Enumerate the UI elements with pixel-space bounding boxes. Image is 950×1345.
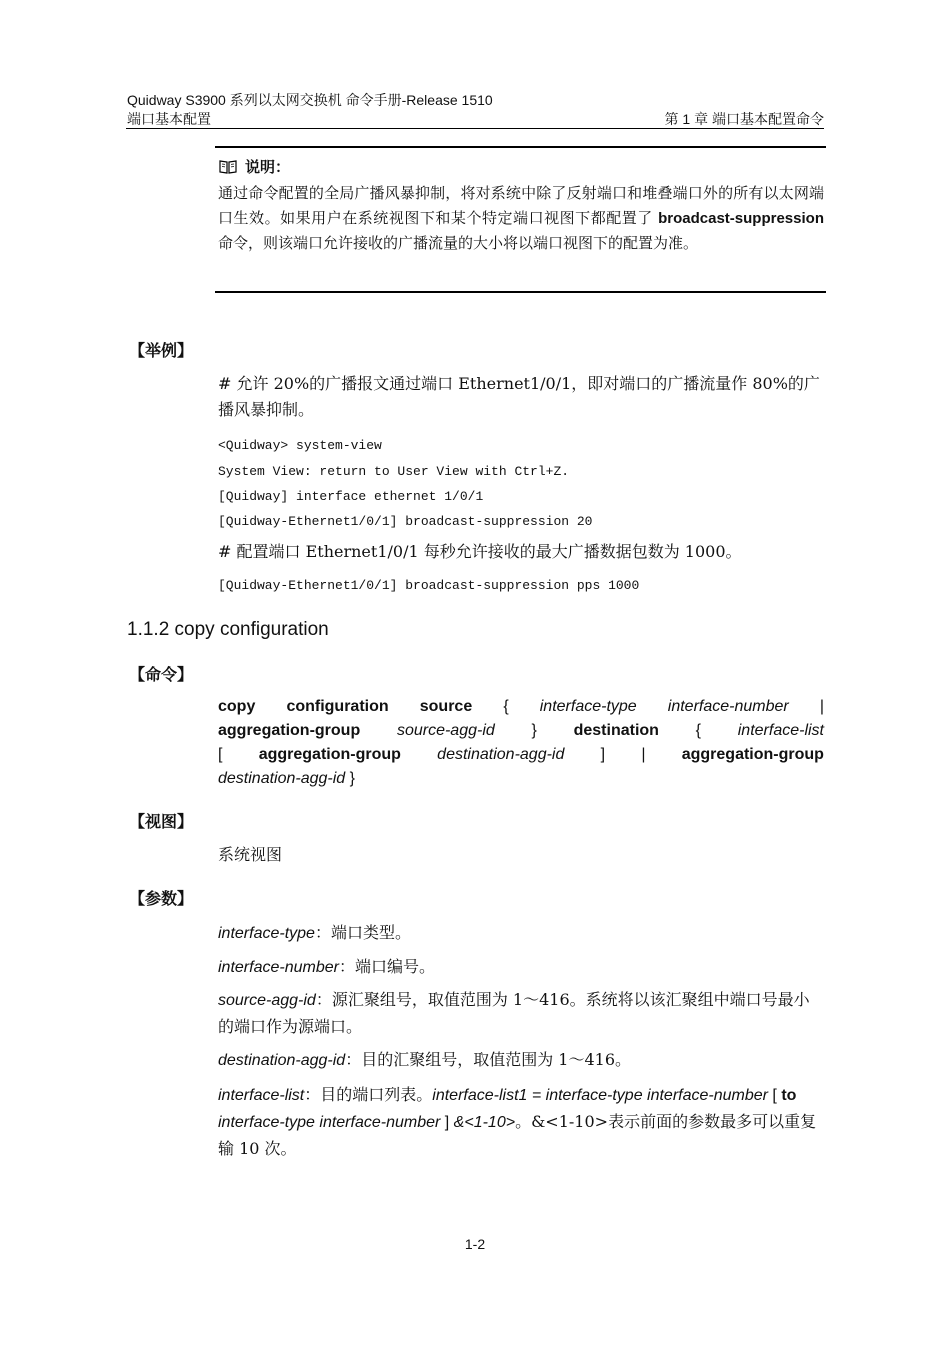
param-def: interface-type interface-number: [218, 1114, 441, 1131]
cmd-token: configuration: [286, 698, 389, 715]
param-desc: ：端口编号。: [338, 957, 435, 976]
command-line-3: [218, 743, 824, 767]
code-line-1: <Quidway> system-view: [218, 438, 382, 453]
note-title-text: 说明：: [245, 159, 291, 176]
cmd-token: source: [419, 698, 473, 715]
command-line-1: [218, 695, 824, 719]
command-label: 【命令】: [129, 665, 194, 684]
param-bracket: ]: [440, 1114, 454, 1131]
header-divider: [126, 128, 824, 129]
param-name: interface-list: [218, 1087, 305, 1104]
param-to-keyword: to: [781, 1087, 797, 1104]
cmd-token: source-agg-id: [396, 722, 495, 739]
param-destination-agg-id: [218, 1047, 824, 1074]
param-repeat: &<1-10>: [453, 1114, 516, 1131]
cmd-token: destination-agg-id: [218, 770, 346, 787]
command-syntax: [218, 695, 824, 791]
code-line-3: [Quidway] interface ethernet 1/0/1: [218, 489, 484, 504]
note-text-before: 通过命令配置的全局广播风暴抑制，将对系统中除了反射端口和堆叠端口外的所有以太网端口生效。如果用户在系统视图下和某个特定端口视图下都配置了: [218, 184, 824, 227]
param-def: interface-list1 = interface-type interface-number: [432, 1087, 768, 1104]
cmd-token: {: [695, 722, 702, 739]
cmd-token: interface-number: [667, 698, 789, 715]
view-label: 【视图】: [129, 812, 194, 831]
header-chapter: 第 1 章 端口基本配置命令: [664, 111, 824, 127]
code-line-4: [Quidway-Ethernet1/0/1] broadcast-suppression 20: [218, 514, 593, 529]
note-body: [218, 181, 824, 256]
code-line-2: System View: return to User View with Ctrl+Z.: [218, 464, 570, 479]
cmd-token: copy: [218, 698, 256, 715]
param-interface-number: [218, 954, 824, 981]
command-line-2: [218, 719, 824, 743]
cmd-token: aggregation-group: [681, 746, 824, 763]
param-name: destination-agg-id: [218, 1052, 346, 1069]
cmd-token: |: [641, 746, 646, 763]
example-label: 【举例】: [129, 341, 194, 360]
cmd-token: aggregation-group: [258, 746, 401, 763]
param-name: interface-type: [218, 925, 315, 942]
cmd-token: }: [345, 770, 355, 787]
cmd-token: }: [531, 722, 537, 739]
cmd-token: |: [819, 698, 824, 715]
section-heading: 1.1.2 copy configuration: [127, 619, 329, 640]
header-title: Quidway S3900 系列以太网交换机 命令手册-Release 1510: [127, 92, 493, 108]
cmd-token: aggregation-group: [218, 722, 361, 739]
cmd-token: ]: [600, 746, 606, 763]
note-title: [219, 156, 290, 177]
command-line-4: [218, 767, 824, 791]
param-desc: 。&<1-10>表示前面的参数最多可以重复输 10 次。: [218, 1112, 817, 1158]
note-text-after: 命令，则该端口允许接收的广播流量的大小将以端口视图下的配置为准。: [218, 234, 699, 252]
cmd-token: interface-list: [737, 722, 824, 739]
param-source-agg-id: [218, 987, 824, 1041]
note-bottom-rule: [215, 291, 826, 293]
cmd-token: {: [503, 698, 509, 715]
cmd-token: destination: [573, 722, 659, 739]
params-label: 【参数】: [129, 889, 194, 908]
cmd-token: [: [218, 746, 223, 763]
example-desc-1: # 允许 20%的广播报文通过端口 Ethernet1/0/1，即对端口的广播流量作 80%的广播风暴抑制。: [218, 374, 820, 419]
param-interface-list: [218, 1082, 824, 1163]
header-section: 端口基本配置: [127, 111, 211, 127]
param-interface-type: [218, 920, 824, 947]
param-name: interface-number: [218, 959, 339, 976]
page-number: 1-2: [464, 1236, 486, 1252]
code-line-5: [Quidway-Ethernet1/0/1] broadcast-suppression pps 1000: [218, 578, 640, 593]
param-desc: ：源汇聚组号，取值范围为 1～416。系统将以该汇聚组中端口号最小的端口作为源端口。: [218, 990, 810, 1036]
param-desc: ：端口类型。: [314, 923, 411, 942]
example-desc-2: # 配置端口 Ethernet1/0/1 每秒允许接收的最大广播数据包数为 1000。: [218, 542, 742, 561]
param-bracket: [: [767, 1087, 782, 1104]
book-icon: [219, 160, 237, 174]
note-top-rule: [215, 146, 826, 148]
cmd-token: destination-agg-id: [437, 746, 565, 763]
note-keyword: broadcast-suppression: [658, 210, 824, 227]
param-desc: ：目的汇聚组号，取值范围为 1～416。: [345, 1050, 632, 1069]
view-text: 系统视图: [218, 845, 283, 864]
param-name: source-agg-id: [218, 992, 316, 1009]
param-desc: ：目的端口列表。: [304, 1085, 433, 1104]
cmd-token: interface-type: [539, 698, 637, 715]
